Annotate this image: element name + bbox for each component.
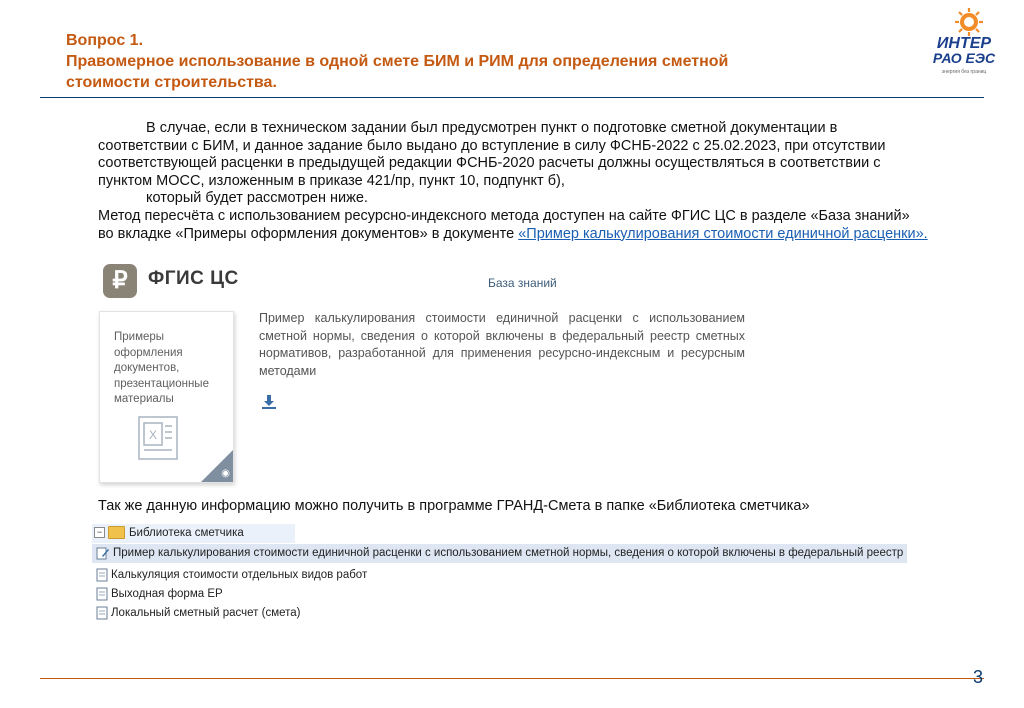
document-pen-icon — [96, 546, 110, 560]
fgis-name: ФГИС ЦС — [148, 268, 239, 289]
tree-item[interactable] — [92, 566, 367, 585]
tree-item-label: Калькуляция стоимости отдельных видов работ — [111, 569, 368, 581]
card-label: Примеры оформления документов, презентационные материалы — [114, 331, 209, 405]
sun-icon — [955, 8, 983, 36]
paragraph-1-first-line: В случае, если в техническом задании был предусмотрен пункт о подготовке сметной документации в — [146, 120, 838, 136]
paragraph-1-last-line: который будет рассмотрен ниже. — [146, 190, 368, 207]
document-icon — [96, 568, 108, 582]
collapse-icon[interactable]: − — [94, 527, 105, 538]
fgis-logo-badge: ₽ — [103, 264, 137, 298]
logo-tagline: энергия без границ — [941, 69, 987, 75]
body-text — [98, 120, 928, 243]
slide-title — [66, 30, 886, 93]
knowledge-base-link[interactable]: База знаний — [488, 276, 557, 290]
tree-folder-label: Библиотека сметчика — [129, 527, 244, 539]
logo-line-1: ИНТЕР — [936, 35, 992, 52]
document-description: Пример калькулирования стоимости единичной расценки с использованием сметной нормы, сведения о которой включены в федеральный реестр сметных нормативов, разработанной для применения ресурсно-индексным и ресурсным методами — [259, 311, 745, 378]
svg-text:X: X — [148, 428, 158, 442]
tree-item-label: Пример калькулирования стоимости единичной расценки с использованием сметной нормы, сведения о которой включены в федеральный реестр — [113, 547, 904, 559]
paragraph-2 — [98, 208, 928, 243]
logo-line-2: РАО ЕЭС — [932, 50, 996, 66]
paragraph-2-text: Метод пересчёта с использованием ресурсно-индексного метода доступен на сайте ФГИС ЦС в разделе «База знаний» во вкладке «Примеры оформления документов» в документе — [98, 207, 910, 242]
document-examples-card[interactable] — [99, 311, 234, 483]
download-icon[interactable] — [261, 394, 277, 415]
grand-smeta-text: Так же данную информацию можно получить в программе ГРАНД-Смета в папке «Библиотека сметчика» — [98, 498, 810, 514]
tree-item-label: Выходная форма ЕР — [111, 588, 223, 600]
excel-file-icon — [138, 416, 178, 465]
tree-item[interactable] — [92, 544, 907, 563]
page-number: 3 — [973, 667, 984, 687]
calculation-example-link[interactable]: «Пример калькулирования стоимости единичной расценки». — [518, 225, 928, 242]
title-line-3: стоимости строительства. — [66, 74, 277, 91]
tree-folder-library[interactable] — [92, 524, 295, 543]
inter-rao-logo — [925, 6, 1003, 76]
paragraph-1-body: соответствии с БИМ, и данное задание было выдано до вступление в силу ФСНБ-2022 с 25.02.2023, при отсутствии соответствующей расценки в предыдущей редакции ФСНБ-2020 расчеты должны осуществляться в соответствии с пунктом МОСС, изложенным в приказе 421/пр, пункт 10, подпункт б), — [98, 137, 886, 189]
eye-icon[interactable]: ◉ — [221, 468, 230, 479]
title-line-2: Правомерное использование в одной смете БИМ и РИМ для определения сметной — [66, 53, 729, 70]
title-line-1: Вопрос 1. — [66, 32, 144, 49]
footer-divider — [40, 678, 984, 679]
tree-item[interactable] — [92, 585, 223, 604]
document-icon — [96, 587, 108, 601]
tree-item-label: Локальный сметный расчет (смета) — [111, 607, 301, 619]
folder-icon — [108, 526, 125, 539]
tree-item[interactable] — [92, 604, 300, 623]
title-divider — [40, 97, 984, 98]
document-icon — [96, 606, 108, 620]
